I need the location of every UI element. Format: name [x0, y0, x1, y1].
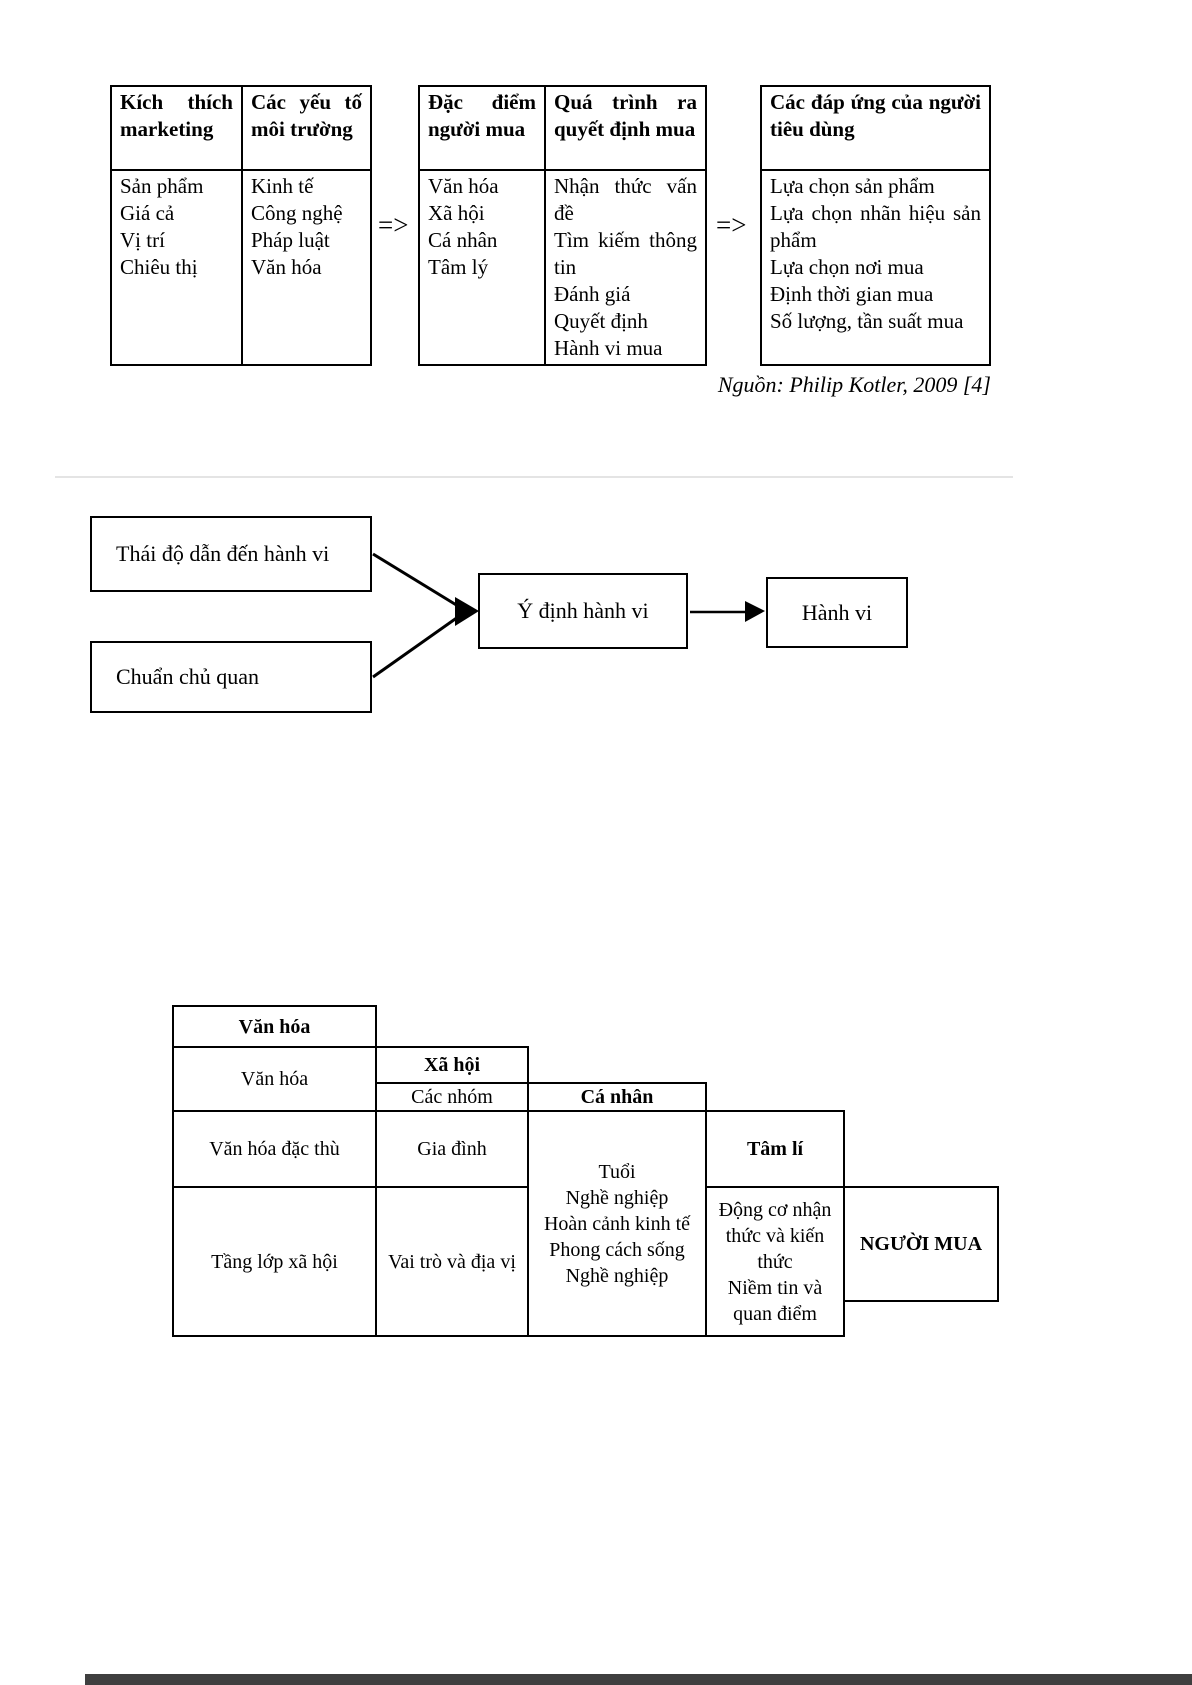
arrowhead-into-behavior	[745, 601, 765, 622]
column-environment-factors	[241, 85, 372, 366]
factors-buyer-box	[843, 1186, 999, 1302]
cell-text: Xã hội	[423, 1054, 481, 1076]
list-item: Nhận thức vấn đề	[554, 174, 697, 225]
box-attitude-label: Thái độ dẫn đến hành vi	[116, 541, 330, 566]
list-item: Văn hóa	[428, 174, 499, 198]
cell-text: Động cơ nhận thức và kiến thức	[718, 1198, 832, 1273]
column-header-buyer-characteristics: Đặc điểm người mua	[420, 87, 544, 171]
column-body-decision-process	[546, 171, 705, 364]
cell-text: Tuổi	[598, 1160, 636, 1183]
cell-text: Tầng lớp xã hội	[211, 1250, 338, 1273]
box-behavior-label: Hành vi	[801, 599, 873, 625]
list-item: Văn hóa	[251, 255, 322, 279]
column-buyer-characteristics	[418, 85, 546, 366]
box-behavior-intention-label: Ý định hành vi	[517, 598, 649, 623]
implies-arrow-2: =>	[716, 210, 747, 240]
implies-arrow-1: =>	[378, 210, 409, 240]
factors-culture-row3	[172, 1186, 377, 1337]
box-attitude	[90, 516, 372, 592]
list-item: Pháp luật	[251, 228, 330, 252]
list-item: Cá nhân	[428, 228, 498, 252]
section-divider-line	[55, 476, 1013, 478]
cell-text: Các nhóm	[411, 1086, 493, 1108]
cell-text: Phong cách sống	[549, 1238, 685, 1261]
column-marketing-stimuli	[110, 85, 243, 366]
box-behavior-intention	[478, 573, 688, 649]
column-body-consumer-responses	[762, 171, 989, 337]
column-header-decision-process: Quá trình ra quyết định mua	[546, 87, 705, 171]
list-item: Công nghệ	[251, 201, 343, 225]
factors-social-header	[375, 1046, 529, 1084]
list-item: Tìm kiếm thông tin	[554, 228, 697, 279]
arrow-line-attitude-to-intention	[373, 554, 458, 606]
cell-text: Văn hóa	[238, 1015, 311, 1038]
arrowhead-into-intention	[455, 597, 479, 626]
column-header-environment: Các yếu tố môi trường	[243, 87, 370, 171]
list-item: Định thời gian mua	[770, 282, 934, 306]
list-item: Chiêu thị	[120, 255, 198, 279]
factors-personal-header	[527, 1082, 707, 1112]
list-item: Lựa chọn nơi mua	[770, 255, 924, 279]
factors-culture-row2	[172, 1110, 377, 1188]
list-item: Giá cả	[120, 201, 175, 225]
list-item: Lựa chọn sản phẩm	[770, 174, 935, 198]
box-subjective-norm	[90, 641, 372, 713]
cell-text: Văn hóa	[240, 1068, 309, 1090]
column-body-marketing	[112, 171, 241, 283]
list-item: Tâm lý	[428, 255, 489, 279]
list-item: Đánh giá	[554, 282, 631, 306]
cell-text: Niềm tin và quan điểm	[727, 1276, 823, 1325]
arrow-line-norm-to-intention	[373, 617, 458, 677]
box-subjective-norm-label: Chuẩn chủ quan	[116, 664, 259, 689]
list-item: Quyết định	[554, 309, 648, 333]
cell-text: Nghề nghiệp	[565, 1264, 669, 1287]
list-item: Sản phẩm	[120, 174, 204, 198]
column-body-buyer-characteristics	[420, 171, 544, 283]
cell-text: Cá nhân	[580, 1086, 654, 1108]
column-header-consumer-responses: Các đáp ứng của người tiêu dùng	[762, 87, 989, 171]
column-consumer-responses	[760, 85, 991, 366]
cell-text: Tâm lí	[746, 1138, 804, 1160]
cell-text: Gia đình	[417, 1138, 487, 1160]
cell-text: Vai trò và địa vị	[388, 1250, 516, 1273]
column-header-marketing: Kích thích marketing	[112, 87, 241, 171]
source-caption: Nguồn: Philip Kotler, 2009 [4]	[717, 372, 991, 397]
factors-social-row2	[375, 1186, 529, 1337]
cell-text: Văn hóa đặc thù	[209, 1138, 340, 1160]
column-decision-process	[544, 85, 707, 366]
list-item: Vị trí	[120, 228, 165, 252]
factors-social-subheader	[375, 1082, 529, 1112]
factors-culture-header	[172, 1005, 377, 1048]
list-item: Hành vi mua	[554, 336, 663, 360]
box-behavior	[766, 577, 908, 648]
cell-text: NGƯỜI MUA	[859, 1233, 983, 1255]
factors-psychology-content	[705, 1186, 845, 1337]
factors-psychology-header	[705, 1110, 845, 1188]
cell-text: Nghề nghiệp	[565, 1186, 669, 1209]
cell-text: Hoàn cảnh kinh tế	[543, 1212, 691, 1235]
factors-social-row1	[375, 1110, 529, 1188]
factors-personal-content	[527, 1110, 707, 1337]
list-item: Kinh tế	[251, 174, 314, 198]
factors-culture-row1	[172, 1046, 377, 1112]
horizontal-scrollbar[interactable]	[85, 1674, 1192, 1685]
column-body-environment	[243, 171, 370, 283]
list-item: Xã hội	[428, 201, 485, 225]
list-item: Lựa chọn nhãn hiệu sản phẩm	[770, 201, 981, 252]
list-item: Số lượng, tần suất mua	[770, 309, 964, 333]
